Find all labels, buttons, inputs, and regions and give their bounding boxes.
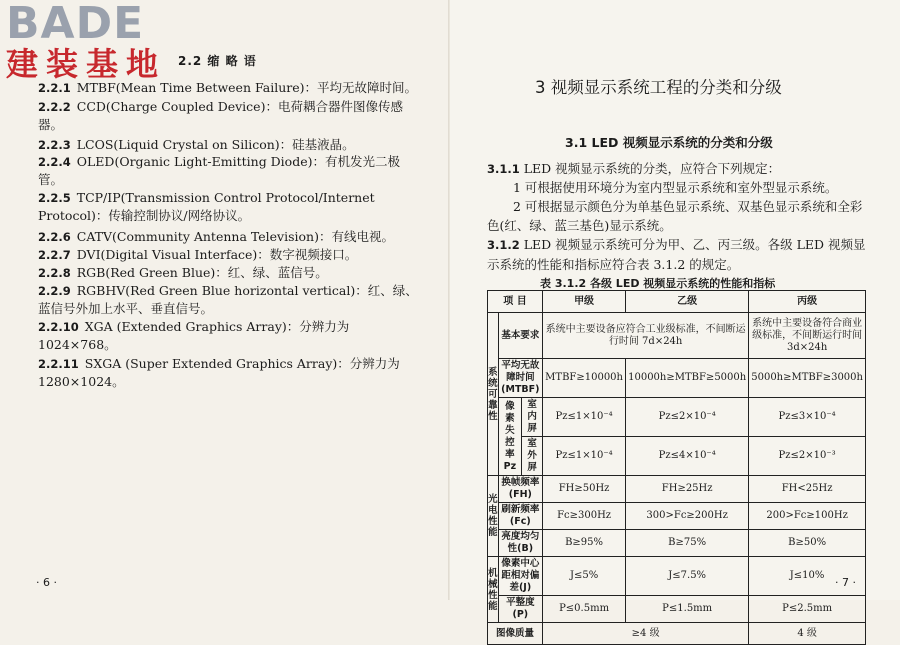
frame-rate-c: FH<25Hz	[749, 476, 866, 503]
paragraph	[487, 235, 867, 274]
abbr-text: TCP/IP(Transmission Control Protocol/Internet Protocol)：传输控制协议/网络协议。	[38, 190, 375, 223]
table-row	[488, 359, 866, 398]
abbr-number: 2.2.2	[38, 100, 71, 114]
table-row	[488, 437, 866, 476]
group-mechanical: 机械性能	[488, 557, 499, 623]
row-label-image-quality: 图像质量	[488, 623, 543, 645]
pixel-outdoor-a: Pz≤1×10⁻⁴	[543, 437, 626, 476]
abbr-text: CCD(Charge Coupled Device)：电荷耦合器件图像传感器。	[38, 99, 403, 132]
abbr-number: 2.2.11	[38, 357, 79, 371]
abbr-number: 2.2.5	[38, 191, 71, 205]
paragraph	[487, 197, 867, 235]
section-heading: 2.2 缩 略 语	[178, 54, 257, 68]
paragraph-text: 1 可根据使用环境分为室内型显示系统和室外型显示系统。	[513, 180, 838, 195]
abbr-item	[38, 355, 418, 391]
group-reliability: 系统可靠性	[488, 313, 499, 476]
image-quality-ab: ≥4 级	[543, 623, 749, 645]
table-row	[488, 398, 866, 437]
flatness-b: P≤1.5mm	[626, 596, 749, 623]
logo-text-cn: 建装基地	[6, 45, 167, 83]
abbr-item	[38, 98, 418, 134]
abbr-item	[38, 136, 418, 154]
page-number-left: · 6 ·	[36, 576, 57, 589]
refresh-rate-a: Fc≥300Hz	[543, 503, 626, 530]
abbr-text: SXGA (Super Extended Graphics Array)：分辨力为 1280×1024。	[38, 356, 400, 389]
pixel-indoor-b: Pz≤2×10⁻⁴	[626, 398, 749, 437]
abbr-text: OLED(Organic Light-Emitting Diode)：有机发光二极管。	[38, 154, 400, 187]
row-label-frame-rate: 换帧频率(FH)	[498, 476, 542, 503]
frame-rate-a: FH≥50Hz	[543, 476, 626, 503]
paragraph-text: LED 视频显示系统的分类，应符合下列规定：	[523, 161, 781, 176]
paragraph	[487, 178, 867, 197]
row-label-pixel-loss: 像素失控率 Pz	[498, 398, 522, 476]
mtbf-a: MTBF≥10000h	[543, 359, 626, 398]
basic-req-c: 系统中主要设备符合商业级标准，不间断运行时间 3d×24h	[749, 313, 866, 359]
subsection-title: 3.1 LED 视频显示系统的分类和分级	[565, 135, 773, 150]
abbr-item	[38, 318, 418, 354]
clause-number: 3.1.1	[487, 162, 520, 176]
row-label-mtbf: 平均无故障时间(MTBF)	[498, 359, 542, 398]
header-grade-a: 甲级	[543, 291, 626, 313]
row-label-indoor: 室内屏	[522, 398, 543, 437]
image-quality-c: 4 级	[749, 623, 866, 645]
paragraph-text: 2 可根据显示颜色分为单基色显示系统、双基色显示系统和全彩色(红、绿、蓝三基色)显示系统。	[487, 199, 863, 233]
clause-number: 3.1.2	[487, 238, 520, 252]
abbr-number: 2.2.7	[38, 248, 71, 262]
abbr-number: 2.2.6	[38, 230, 71, 244]
brightness-c: B≥50%	[749, 530, 866, 557]
brightness-b: B≥75%	[626, 530, 749, 557]
pitch-c: J≤10%	[749, 557, 866, 596]
abbr-number: 2.2.9	[38, 284, 71, 298]
table-row	[488, 530, 866, 557]
spec-table	[487, 290, 866, 645]
header-item: 项 目	[488, 291, 543, 313]
logo-text-en: BADE	[6, 0, 145, 49]
header-grade-c: 丙级	[749, 291, 866, 313]
brightness-a: B≥95%	[543, 530, 626, 557]
abbr-number: 2.2.8	[38, 266, 71, 280]
abbr-text: DVI(Digital Visual Interface)：数字视频接口。	[76, 247, 358, 262]
table-row	[488, 313, 866, 359]
pitch-b: J≤7.5%	[626, 557, 749, 596]
abbr-number: 2.2.3	[38, 138, 71, 152]
abbr-item	[38, 282, 418, 318]
table-row	[488, 557, 866, 596]
paragraph	[487, 159, 867, 179]
pixel-outdoor-b: Pz≤4×10⁻⁴	[626, 437, 749, 476]
mtbf-c: 5000h≥MTBF≥3000h	[749, 359, 866, 398]
abbr-text: LCOS(Liquid Crystal on Silicon)：硅基液晶。	[76, 137, 355, 152]
refresh-rate-c: 200>Fc≥100Hz	[749, 503, 866, 530]
group-optoelectric: 光电性能	[488, 476, 499, 557]
abbr-text: RGBHV(Red Green Blue horizontal vertical)：红、绿、蓝信号外加上水平、垂直信号。	[38, 283, 418, 316]
table-row	[488, 476, 866, 503]
row-label-basic-req: 基本要求	[498, 313, 542, 359]
header-grade-b: 乙级	[626, 291, 749, 313]
abbr-number: 2.2.4	[38, 155, 71, 169]
abbr-item	[38, 264, 418, 282]
abbr-item	[38, 246, 418, 264]
refresh-rate-b: 300>Fc≥200Hz	[626, 503, 749, 530]
abbr-item	[38, 228, 418, 246]
page-number-right: · 7 ·	[835, 576, 856, 589]
chapter-title: 3 视频显示系统工程的分类和分级	[535, 78, 782, 97]
row-label-pitch: 像素中心距相对偏差(J)	[498, 557, 542, 596]
basic-req-ab: 系统中主要设备应符合工业级标准，不间断运行时间 7d×24h	[543, 313, 749, 359]
table-row	[488, 503, 866, 530]
bade-logo	[6, 2, 166, 82]
flatness-a: P≤0.5mm	[543, 596, 626, 623]
abbr-item	[38, 153, 418, 189]
table-row	[488, 623, 866, 645]
row-label-refresh-rate: 刷新频率(Fc)	[498, 503, 542, 530]
abbr-text: XGA (Extended Graphics Array)：分辨力为 1024×768。	[38, 319, 350, 352]
abbr-number: 2.2.10	[38, 320, 79, 334]
abbr-text: MTBF(Mean Time Between Failure)：平均无故障时间。	[76, 80, 418, 95]
paragraph-text: LED 视频显示系统可分为甲、乙、丙三级。各级 LED 视频显示系统的性能和指标应符合表 3.1.2 的规定。	[487, 237, 866, 272]
table-caption: 表 3.1.2 各级 LED 视频显示系统的性能和指标	[540, 277, 776, 290]
pixel-indoor-a: Pz≤1×10⁻⁴	[543, 398, 626, 437]
abbr-text: RGB(Red Green Blue)：红、绿、蓝信号。	[76, 265, 328, 280]
abbr-text: CATV(Community Antenna Television)：有线电视。	[76, 229, 394, 244]
flatness-c: P≤2.5mm	[749, 596, 866, 623]
frame-rate-b: FH≥25Hz	[626, 476, 749, 503]
pixel-indoor-c: Pz≤3×10⁻⁴	[749, 398, 866, 437]
abbr-number: 2.2.1	[38, 81, 71, 95]
left-page	[0, 0, 450, 600]
row-label-outdoor: 室外屏	[522, 437, 543, 476]
pitch-a: J≤5%	[543, 557, 626, 596]
row-label-flatness: 平整度(P)	[498, 596, 542, 623]
pixel-outdoor-c: Pz≤2×10⁻³	[749, 437, 866, 476]
abbr-item	[38, 189, 418, 225]
mtbf-b: 10000h≥MTBF≥5000h	[626, 359, 749, 398]
table-header-row	[488, 291, 866, 313]
row-label-brightness: 亮度均匀性(B)	[498, 530, 542, 557]
abbr-item	[38, 79, 418, 97]
